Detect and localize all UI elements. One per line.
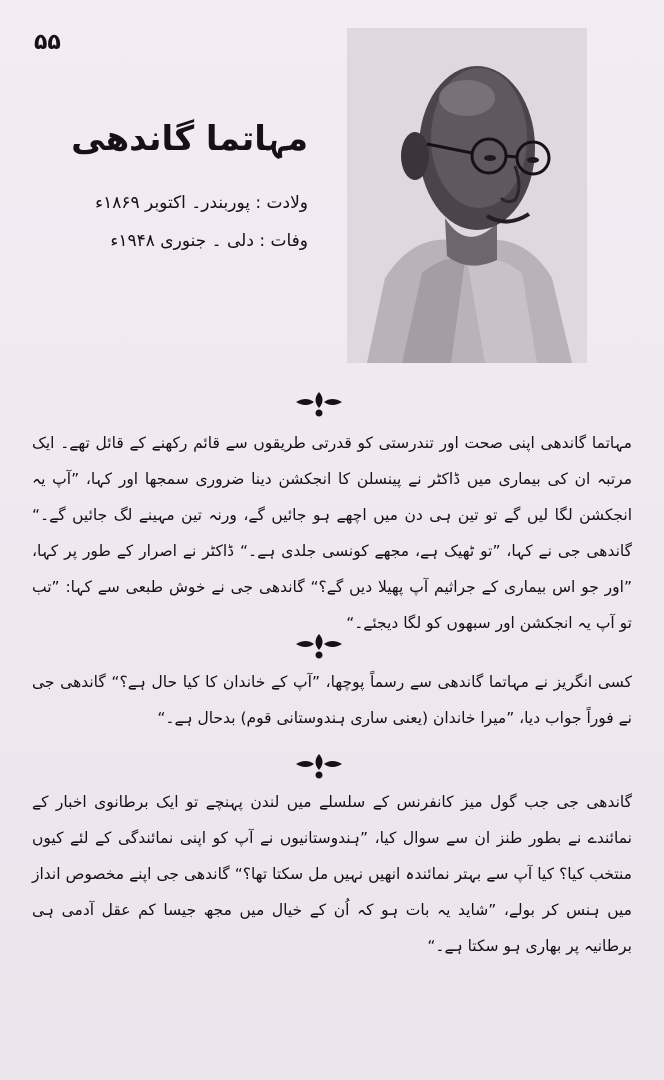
death-info: وفات : دلی ۔ جنوری ۱۹۴۸ء [110,231,308,251]
anecdote-paragraph: مہاتما گاندھی اپنی صحت اور تندرستی کو قدرتی طریقوں سے قائم رکھنے کے قائل تھے۔ ایک مرتبہ ان کی بیماری میں ڈاکٹر نے پینسلن کا انجکشن دینا ضروری سمجھا اور کہا، ”آپ یہ انجکشن لگا لیں گے تو تین ہی دن میں اچھے ہو جائیں گے، ورنہ تین مہینے لگ جائیں گے۔“ گاندھی جی نے کہا، ”تو ٹھیک ہے، مجھے کونسی جلدی ہے۔“ ڈاکٹر نے اصرار کے طور پر کہا، ”اور جو اس بیماری کے جراثیم آپ پھیلا دیں گے؟“ گاندھی جی نے خوش طبعی سے کہا: ”تب تو آپ یہ انجکشن اور سبھوں کو لگا دیجئے۔“ [32,434,632,632]
fleuron-divider-icon [294,390,344,418]
birth-info: ولادت : پوربندر۔ اکتوبر ۱۸۶۹ء [95,193,308,213]
portrait-illustration [347,28,587,363]
fleuron-divider-icon [294,752,344,780]
gandhi-portrait-photo [347,28,587,363]
fleuron-divider-icon [294,632,344,660]
page-number: ۵۵ [34,30,61,55]
page-title: مہاتما گاندھی [71,119,308,159]
anecdote-paragraph: گاندھی جی جب گول میز کانفرنس کے سلسلے میں لندن پہنچے تو ایک برطانوی اخبار کے نمائندے نے بطور طنز ان سے سوال کیا، ”ہندوستانیوں نے آپ کو اپنی نمائندگی کے لئے کیوں منتخب کیا؟ کیا آپ سے بہتر نمائندہ انھیں نہیں مل سکتا تھا؟“ گاندھی جی اپنے مخصوص انداز میں ہنس کر بولے، ”شاید یہ بات ہو کہ اُن کے خیال میں مجھ جیسا کم عقل آدمی ہی برطانیہ پر بھاری ہو سکتا ہے۔“ [32,793,632,955]
anecdote-paragraph: کسی انگریز نے مہاتما گاندھی سے رسماً پوچھا، ”آپ کے خاندان کا کیا حال ہے؟“ گاندھی جی نے فوراً جواب دیا، ”میرا خاندان (یعنی ساری ہندوستانی قوم) بدحال ہے۔“ [32,673,632,727]
